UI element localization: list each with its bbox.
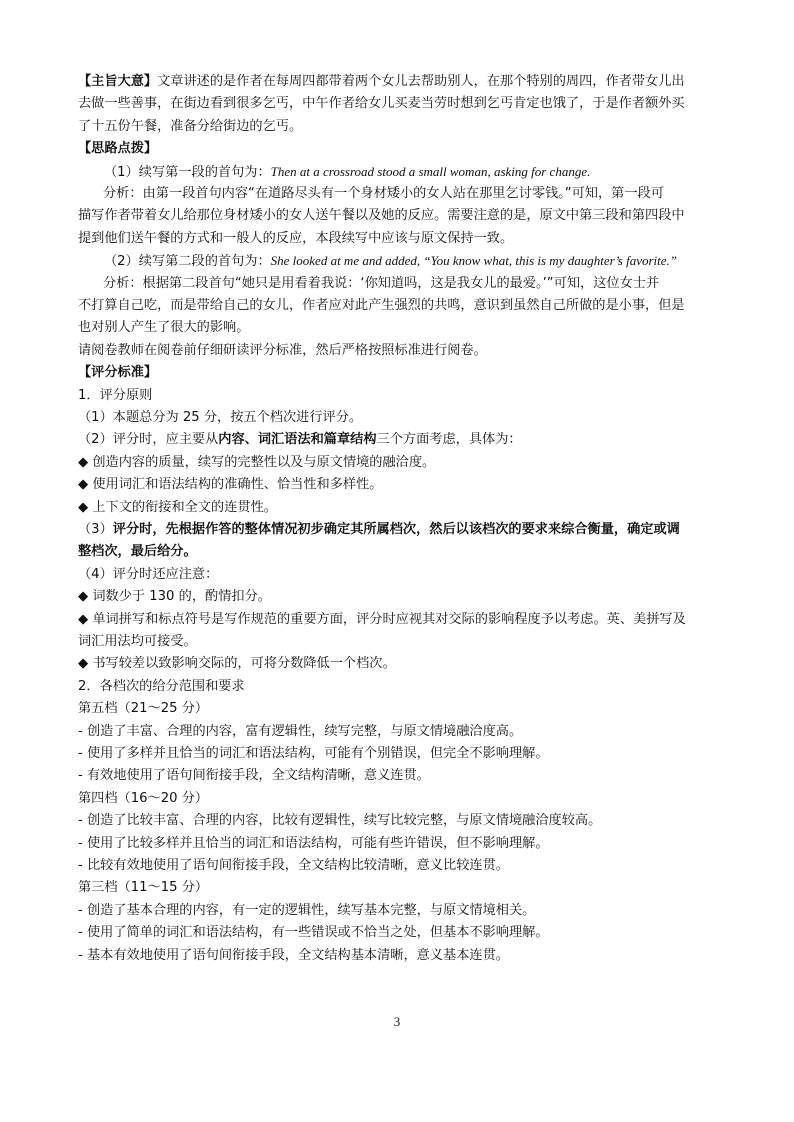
text-line [78,385,723,407]
text-run: ◆ 上下文的衔接和全文的连贯性。 [78,499,277,515]
text-line [103,183,723,205]
text-line [78,116,723,138]
text-line [78,93,723,115]
text-run: （3） [78,522,113,537]
text-line [78,676,723,698]
text-run: 文章讲述的是作者在每周四都带着两个女儿去帮助别人，在那个特别的周四，作者带女儿出 [157,74,685,89]
text-run: 1．评分原则 [78,387,153,403]
text-run: ◆ 创造内容的质量，续写的完整性以及与原文情境的融洽度。 [78,454,436,470]
italic-text: Then at a crossroad stood a small woman, asking for change. [270,163,591,179]
text-line [78,474,723,496]
text-run: 去做一些善事，在街边看到很多乞丐，中午作者给女儿买麦当劳时想到乞丐肯定也饿了，于是作者额外买 [78,96,685,112]
text-run: - 使用了比较多样并且恰当的词汇和语法结构，可能有些许错误，但不影响理解。 [78,835,549,851]
text-line [78,295,723,317]
text-line [104,250,723,273]
text-line [78,945,723,967]
text-run: （4）评分时还应注意： [78,566,219,582]
text-run: - 使用了简单的词汇和语法结构，有一些错误或不恰当之处，但基本不影响理解。 [78,925,549,941]
text-line [78,138,723,160]
text-run: （2）续写第二段的首句为： [104,254,271,270]
text-run: 不打算自己吃，而是带给自己的女儿，作者应对此产生强烈的共鸣，意识到虽然自己所做的是小事，但是 [78,298,685,313]
text-line [78,721,723,743]
text-line [78,855,723,877]
text-run: ◆ 使用词汇和语法结构的准确性、恰当性和多样性。 [78,477,383,493]
text-line [78,317,723,339]
text-line [78,519,723,541]
text-line [78,810,723,832]
text-line [78,541,723,563]
text-line [78,743,723,765]
text-run: - 基本有效地使用了语句间衔接手段，全文结构基本清晰，意义基本连贯。 [78,947,509,963]
text-line [103,273,723,295]
text-run: 2．各档次的给分范围和要求 [78,678,245,694]
text-line [78,407,723,429]
bold-text: 【主旨大意】 [78,74,158,89]
text-line [78,900,723,922]
text-line [78,922,723,944]
text-run: - 创造了丰富、合理的内容，富有逻辑性，续写完整，与原文情境融洽度高。 [78,723,523,739]
page-number: 3 [393,1014,401,1029]
text-run: ◆ 单词拼写和标点符号是写作规范的重要方面，评分时应视其对交际的影响程度予以考虑。英、美拼写及 [78,611,686,627]
text-run: 第三档（11～15 分） [78,880,209,896]
text-line [78,609,723,631]
text-run: 请阅卷教师在阅卷前仔细研读评分标准，然后严格按照标准进行阅卷。 [78,342,487,358]
italic-text: She looked at me and added, “You know what, this is my daughter’s favorite.” [270,253,678,269]
text-line [78,653,723,675]
text-line [78,452,723,474]
text-run: 了十五份午餐，准备分给街边的乞丐。 [78,118,303,134]
text-line [78,765,723,787]
text-line [78,362,723,384]
text-line [78,877,723,899]
text-run: 分析：根据第二段首句“她只是用看着我说：‘你知道吗，这是我女儿的最爱。’”可知，这位女士并 [103,275,660,291]
text-run: （1）续写第一段的首句为： [104,164,271,180]
text-line [104,161,723,184]
text-run: 第五档（21～25 分） [78,701,209,717]
text-line [78,698,723,720]
text-run: - 有效地使用了语句间衔接手段，全文结构清晰，意义连贯。 [78,768,430,784]
bold-text: 内容、词汇语法和篇章结构 [218,432,377,448]
text-line [78,497,723,519]
text-run: - 创造了比较丰富、合理的内容，比较有逻辑性，续写比较完整，与原文情境融洽度较高。 [78,813,602,829]
text-line [78,228,723,250]
text-run: （1）本题总分为 25 分，按五个档次进行评分。 [78,410,363,425]
text-run: - 比较有效地使用了语句间衔接手段，全文结构比较清晰，意义比较连贯。 [78,858,509,873]
text-line [78,833,723,855]
text-run: ◆ 书写较差以致影响交际的，可将分数降低一个档次。 [78,656,396,672]
text-line [78,71,723,93]
text-line [78,631,723,653]
text-run: 描写作者带着女儿给那位身材矮小的女人送午餐以及她的反应。需要注意的是，原文中第三段和第四段中 [78,208,685,224]
text-line [78,340,723,362]
text-run: （2）评分时，应主要从 [78,432,219,448]
bold-text: 【思路点拨】 [78,141,158,157]
text-run: - 使用了多样并且恰当的词汇和语法结构，可能有个别错误，但完全不影响理解。 [78,746,549,761]
text-run: 三个方面考虑，具体为： [376,432,522,448]
bold-text: 整档次，最后给分。 [78,544,197,560]
text-run: 词汇用法均可接受。 [78,634,197,649]
bold-text: 评分时，先根据作答的整体情况初步确定其所属档次，然后以该档次的要求来综合衡量，确定或调 [112,522,680,537]
text-run: ◆ 词数少于 130 的，酌情扣分。 [78,589,271,605]
text-line [78,205,723,227]
text-run: 也对别人产生了很大的影响。 [78,320,250,336]
bold-text: 【评分标准】 [78,365,158,381]
text-line [78,429,723,451]
text-line [78,788,723,810]
text-run: 分析：由第一段首句内容“在道路尽头有一个身材矮小的女人站在那里乞讨零钱。”可知，第一段可 [103,186,664,201]
text-line [78,586,723,608]
text-line [78,564,723,586]
text-run: 提到他们送午餐的方式和一般人的反应，本段续写中应该与原文保持一致。 [78,230,514,246]
text-run: 第四档（16～20 分） [78,790,209,806]
text-run: - 创造了基本合理的内容，有一定的逻辑性，续写基本完整，与原文情境相关。 [78,902,536,918]
